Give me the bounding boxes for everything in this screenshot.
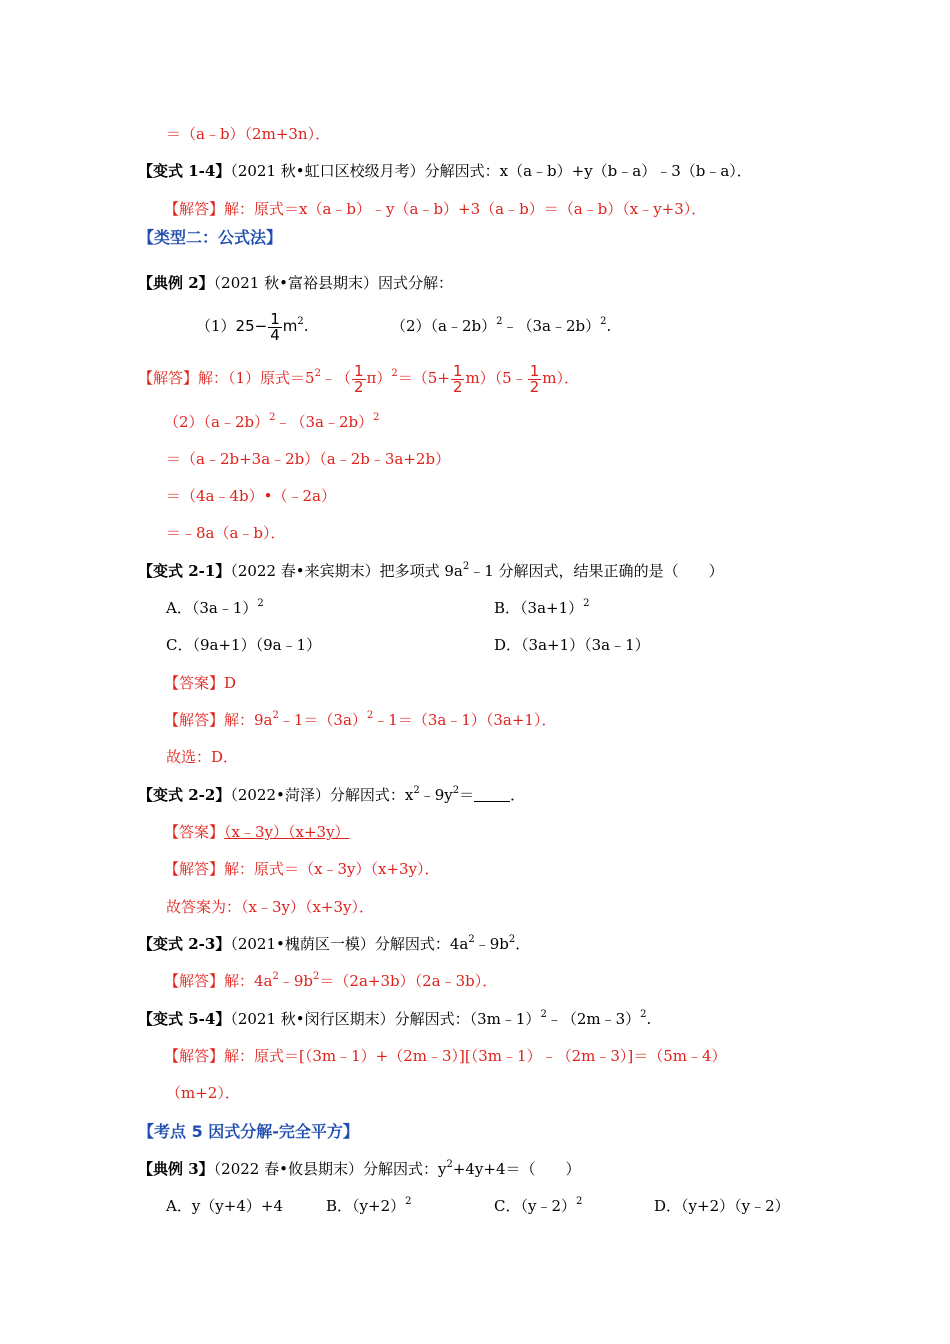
exponent: 2 [600,316,607,327]
problem-tag: 【典例 3】 [138,1160,214,1178]
exponent: 2 [452,785,460,796]
answer-tag: 【答案】 [164,823,225,841]
expr: 解：9a [224,711,273,729]
conclusion-variant-2-1: 故选：D． [166,748,239,766]
problem-part-2 [391,315,611,337]
exponent: 2 [257,598,264,609]
expr: ﹣（3a﹣2b） [275,413,374,431]
numerator: 1 [529,361,540,380]
exponent: 2 [391,368,398,379]
solution-tag: 【解答】 [164,711,225,729]
problem-variant-1-4 [138,160,752,182]
problem-tag: 【变式 2-1】 [138,562,231,580]
problem-example-3 [138,1158,581,1180]
problem-variant-2-1 [138,560,724,582]
answer-variant-2-1 [164,672,236,694]
option-b [494,597,590,619]
problem-example-2 [138,272,453,294]
expr: ﹣9b [278,972,314,990]
option-c: C．（9a+1）（9a﹣1） [166,636,322,654]
answer-line: ＝（a﹣b）（2m+3n）． [166,125,331,143]
option-a [166,597,264,619]
exponent: 2 [272,710,279,721]
exponent: 2 [366,710,374,721]
denominator: 2 [452,377,463,396]
expr: ＝（2a+3b）（2a﹣3b）． [319,972,498,990]
solution-variant-5-4 [164,1045,727,1067]
expr: ＝（5+ [397,369,450,387]
fraction [528,361,542,396]
exponent: 2 [297,316,304,327]
answer-tag: 【答案】 [164,674,225,692]
option-d: D．（y+2）（y﹣2） [654,1197,790,1215]
problem-text: （2021 秋•虹口区校级月考）分解因式：x（a﹣b）+y（b﹣a）﹣3（b﹣a）． [230,162,752,180]
solution-variant-2-3 [164,970,497,992]
option-a: A．y（y+4）+4 [166,1197,284,1215]
section-heading-type2: 【类型二：公式法】 [138,228,283,247]
denominator: 4 [270,325,280,344]
exponent: 2 [640,1009,647,1020]
punct: . [606,317,612,335]
expr: 解：4a [224,972,273,990]
exponent: 2 [405,1196,412,1207]
problem-tag: 【典例 2】 [138,274,214,292]
problem-tag: 【变式 2-3】 [138,935,231,953]
answer-value: （x﹣3y）（x+3y） [224,823,350,841]
option-b [326,1195,411,1217]
solution-text: 解：原式＝（x﹣3y）（x+3y）． [224,860,440,878]
problem-part-1 [196,306,309,346]
expr: ﹣（ [320,369,351,387]
exponent: 2 [583,598,590,609]
answer-variant-2-2 [164,821,350,843]
fraction [451,361,465,396]
exponent: 2 [508,934,516,945]
solution-example-2-step-1 [164,411,380,433]
exponent: 2 [314,368,321,379]
section-heading-kd5: 【考点 5 因式分解-完全平方】 [138,1122,359,1141]
expr: ﹣1＝（3a） [278,711,367,729]
problem-tag: 【变式 2-2】 [138,786,231,804]
problem-variant-2-3 [138,933,530,955]
expr: ﹣1＝（3a﹣1）（3a+1）． [373,711,557,729]
solution-tag: 【解答】 [138,369,199,387]
problem-text: （2022 春•攸县期末）分解因式：y [213,1160,447,1178]
option-c [494,1195,582,1217]
option-d: D．（3a+1）（3a﹣1） [494,636,650,654]
exponent: 2 [272,971,279,982]
solution-tag: 【解答】 [164,972,225,990]
option-text: C．（y﹣2） [494,1197,576,1215]
expr: （2）（a﹣2b） [164,413,270,431]
expr: 25− [235,317,268,335]
expr: m）（5﹣ [465,369,527,387]
conclusion-variant-2-2: 故答案为：（x﹣3y）（x+3y）． [166,898,375,916]
exponent: 2 [576,1196,583,1207]
solution-example-2-step-4: ＝﹣8a（a﹣b）． [166,524,286,542]
exponent: 2 [446,1159,453,1170]
problem-tag: 【变式 5-4】 [138,1010,231,1028]
solution-text: 解：原式＝[（3m﹣1）+（2m﹣3）][（3m﹣1）﹣（2m﹣3）]＝（5m﹣4） [224,1047,727,1065]
answer-value: D [224,674,237,692]
fraction [268,309,282,344]
problem-variant-5-4 [138,1008,651,1030]
answer-blank [474,787,510,802]
solution-example-2-part-1 [138,358,579,398]
expr: m [282,317,298,335]
problem-text: ﹣9y [419,786,453,804]
denominator: 2 [354,377,364,396]
problem-text: （2021 秋•闵行区期末）分解因式：（3m﹣1） [230,1010,541,1028]
problem-text: ﹣（2m﹣3） [546,1010,641,1028]
expr: （2）（a﹣2b） [391,317,497,335]
exponent: 2 [468,934,475,945]
expr: ﹣（3a﹣2b） [502,317,601,335]
expr: m）． [542,369,580,387]
option-text: B．（3a+1） [494,599,584,617]
punct: . [646,1010,652,1028]
punct: . [303,317,309,335]
solution-tag: 【解答】 [164,860,225,878]
solution-text: 解：原式＝x（a﹣b）﹣y（a﹣b）+3（a﹣b）＝（a﹣b）（x﹣y+3）． [224,200,707,218]
solution-example-2-step-2: ＝（a﹣2b+3a﹣2b）（a﹣2b﹣3a+2b） [166,450,451,468]
denominator: 2 [529,377,540,396]
solution-variant-2-2 [164,858,440,880]
problem-text: ＝ [459,786,475,804]
option-text: B．（y+2） [326,1197,406,1215]
solution-variant-1-4 [164,198,706,220]
expr: π） [366,369,392,387]
exponent: 2 [496,316,503,327]
problem-variant-2-2 [138,784,525,806]
exponent: 2 [373,412,380,423]
fraction [352,361,366,396]
solution-variant-2-1 [164,709,556,731]
exponent: 2 [413,785,420,796]
problem-text: （2022 春•来宾期末）把多项式 9a [230,562,463,580]
problem-text: +4y+4＝（ ） [452,1160,581,1178]
problem-text: （2022•菏泽）分解因式：x [230,786,414,804]
option-text: A．（3a﹣1） [166,599,258,617]
exponent: 2 [462,561,470,572]
exponent: 2 [269,412,276,423]
numerator: 1 [354,361,364,380]
problem-tag: 【变式 1-4】 [138,162,231,180]
problem-text: ﹣1 分解因式，结果正确的是（ ） [469,562,724,580]
numerator: 1 [452,361,463,380]
solution-example-2-step-3: ＝（4a﹣4b）•（﹣2a） [166,487,336,505]
exponent: 2 [313,971,320,982]
solution-tag: 【解答】 [164,200,225,218]
punct: ． [510,786,526,804]
expr: 解：（1）原式＝5 [198,369,315,387]
exponent: 2 [540,1009,547,1020]
problem-text: ﹣9b [474,935,509,953]
part-label: （1） [196,317,236,335]
numerator: 1 [270,309,280,328]
punct: ． [515,935,531,953]
solution-tag: 【解答】 [164,1047,225,1065]
problem-text: （2021 秋•富裕县期末）因式分解： [213,274,453,292]
problem-text: （2021•槐荫区一模）分解因式：4a [230,935,469,953]
solution-variant-5-4-cont: （m+2）． [166,1084,240,1102]
